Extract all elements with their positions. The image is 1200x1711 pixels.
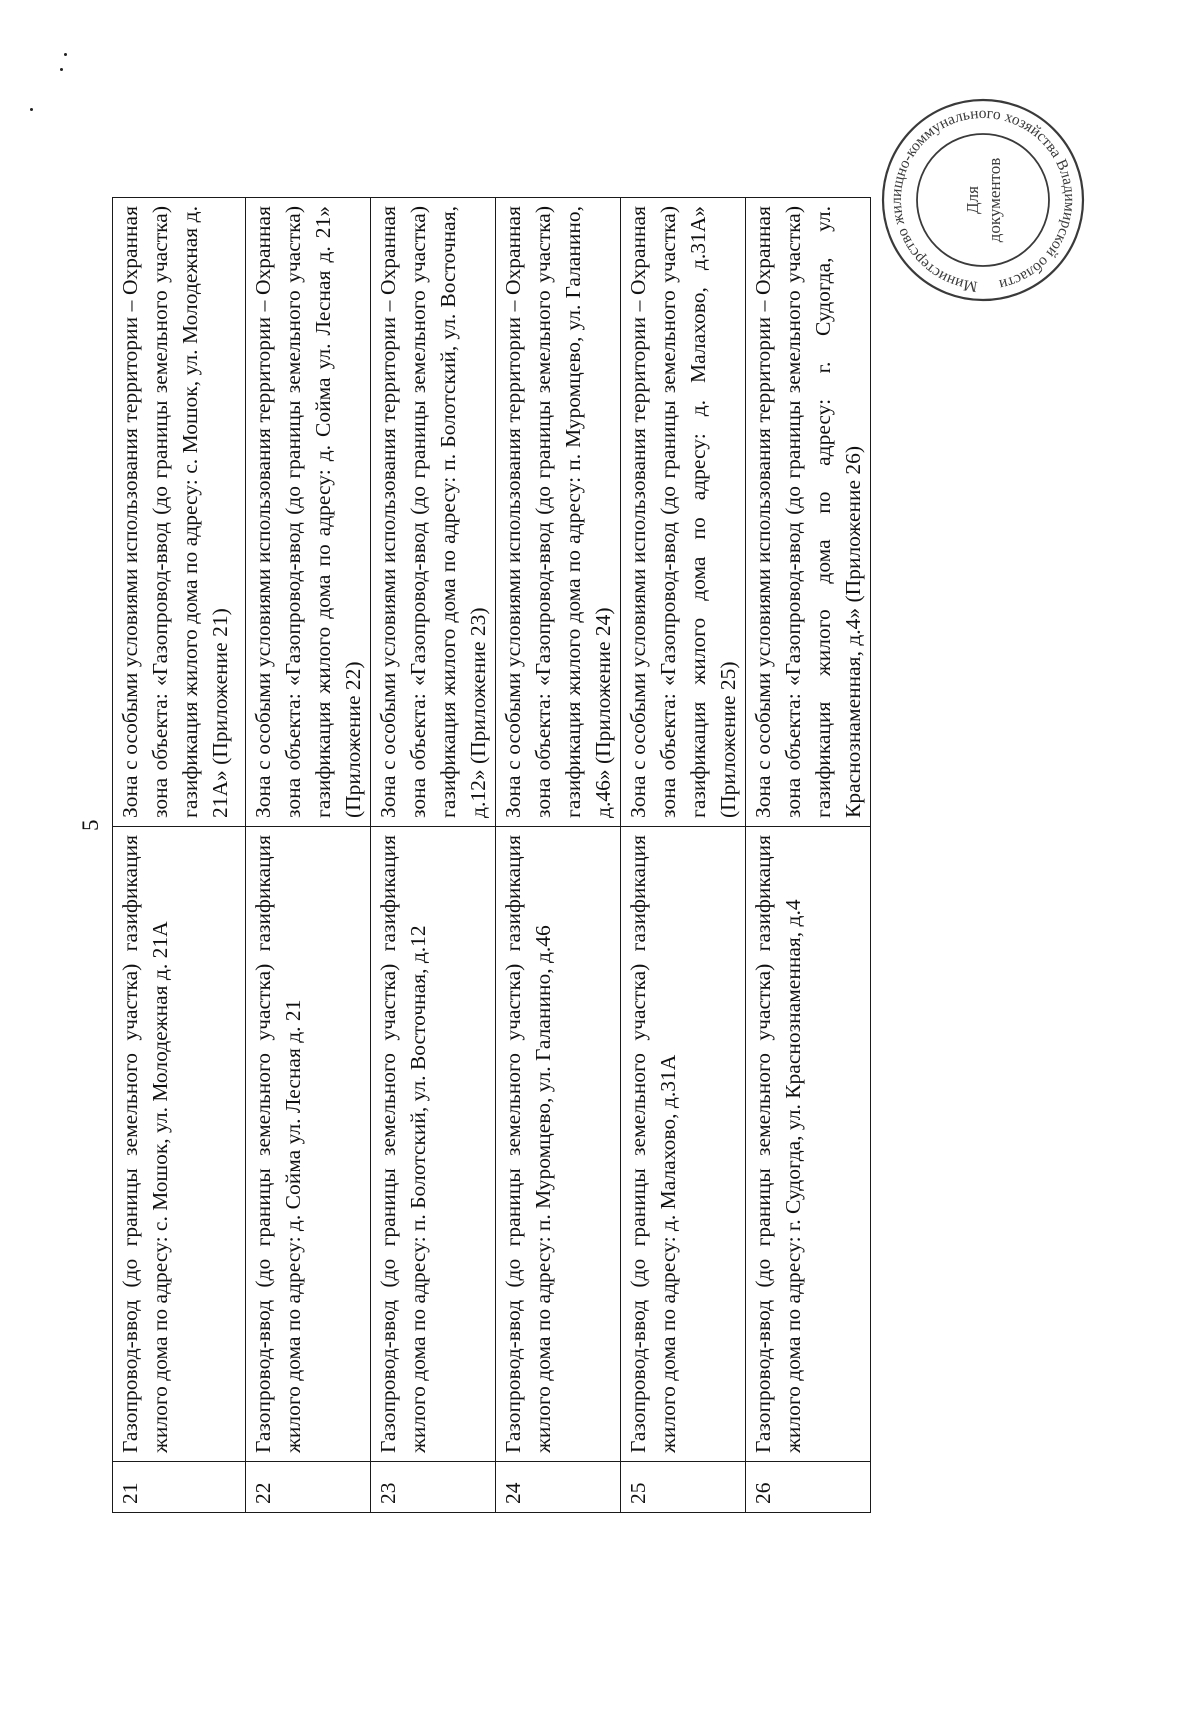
registry-table bbox=[112, 197, 871, 1513]
official-stamp bbox=[880, 97, 1086, 303]
table-row bbox=[371, 198, 496, 1513]
zone-cell: Зона с особыми условиями использования территории – Охранная зона объекта: «Газопровод-ввод (до границы земельного участка) газификация жилого дома по адресу: д. Сойма ул. Лесная д. 21» (Приложение 22) bbox=[246, 198, 371, 827]
stamp-inner-ring bbox=[917, 134, 1049, 266]
object-cell: Газопровод-ввод (до границы земельного участка) газификация жилого дома по адресу: г. Судогда, ул. Краснознаменная, д.4 bbox=[746, 827, 871, 1462]
stamp-outer-ring bbox=[883, 100, 1083, 300]
zone-cell: Зона с особыми условиями использования территории – Охранная зона объекта: «Газопровод-ввод (до границы земельного участка) газификация жилого дома по адресу: п. Болотский, ул. Восточная, д.12» (Приложение 23) bbox=[371, 198, 496, 827]
table-row bbox=[113, 198, 246, 1513]
table-row bbox=[746, 198, 871, 1513]
stamp-seal-icon bbox=[880, 97, 1086, 303]
row-number: 22 bbox=[246, 1462, 371, 1513]
object-cell: Газопровод-ввод (до границы земельного участка) газификация жилого дома по адресу: п. Муромцево, ул. Галанино, д.46 bbox=[496, 827, 621, 1462]
page-number: 5 bbox=[78, 819, 103, 831]
scan-speck bbox=[64, 53, 67, 56]
stamp-ring-text: Министерство жилищно-коммунального хозяйства Владимирской области bbox=[887, 104, 1079, 295]
row-number: 24 bbox=[496, 1462, 621, 1513]
zone-cell: Зона с особыми условиями использования территории – Охранная зона объекта: «Газопровод-ввод (до границы земельного участка) газификация жилого дома по адресу: г. Судогда, ул. Краснознаменная, д.4» (Приложение 26) bbox=[746, 198, 871, 827]
row-number: 23 bbox=[371, 1462, 496, 1513]
row-number: 26 bbox=[746, 1462, 871, 1513]
zone-cell: Зона с особыми условиями использования территории – Охранная зона объекта: «Газопровод-ввод (до границы земельного участка) газификация жилого дома по адресу: п. Муромцево, ул. Галанино, д.46» (Приложение 24) bbox=[496, 198, 621, 827]
object-cell: Газопровод-ввод (до границы земельного участка) газификация жилого дома по адресу: д. Сойма ул. Лесная д. 21 bbox=[246, 827, 371, 1462]
zone-cell: Зона с особыми условиями использования территории – Охранная зона объекта: «Газопровод-ввод (до границы земельного участка) газификация жилого дома по адресу: с. Мошок, ул. Молодежная д. 21А» (Приложение 21) bbox=[113, 198, 246, 827]
table-row bbox=[496, 198, 621, 1513]
stamp-center-line-2: документов bbox=[985, 157, 1004, 243]
object-cell: Газопровод-ввод (до границы земельного участка) газификация жилого дома по адресу: д. Малахово, д.31А bbox=[621, 827, 746, 1462]
row-number: 25 bbox=[621, 1462, 746, 1513]
row-number: 21 bbox=[113, 1462, 246, 1513]
table-row bbox=[246, 198, 371, 1513]
stamp-center-line-1: Для bbox=[963, 186, 982, 214]
table-row bbox=[621, 198, 746, 1513]
object-cell: Газопровод-ввод (до границы земельного участка) газификация жилого дома по адресу: с. Мошок, ул. Молодежная д. 21А bbox=[113, 827, 246, 1462]
zone-cell: Зона с особыми условиями использования территории – Охранная зона объекта: «Газопровод-ввод (до границы земельного участка) газификация жилого дома по адресу: д. Малахово, д.31А» (Приложение 25) bbox=[621, 198, 746, 827]
object-cell: Газопровод-ввод (до границы земельного участка) газификация жилого дома по адресу: п. Болотский, ул. Восточная, д.12 bbox=[371, 827, 496, 1462]
scan-speck bbox=[30, 108, 33, 111]
scan-speck bbox=[60, 68, 63, 71]
